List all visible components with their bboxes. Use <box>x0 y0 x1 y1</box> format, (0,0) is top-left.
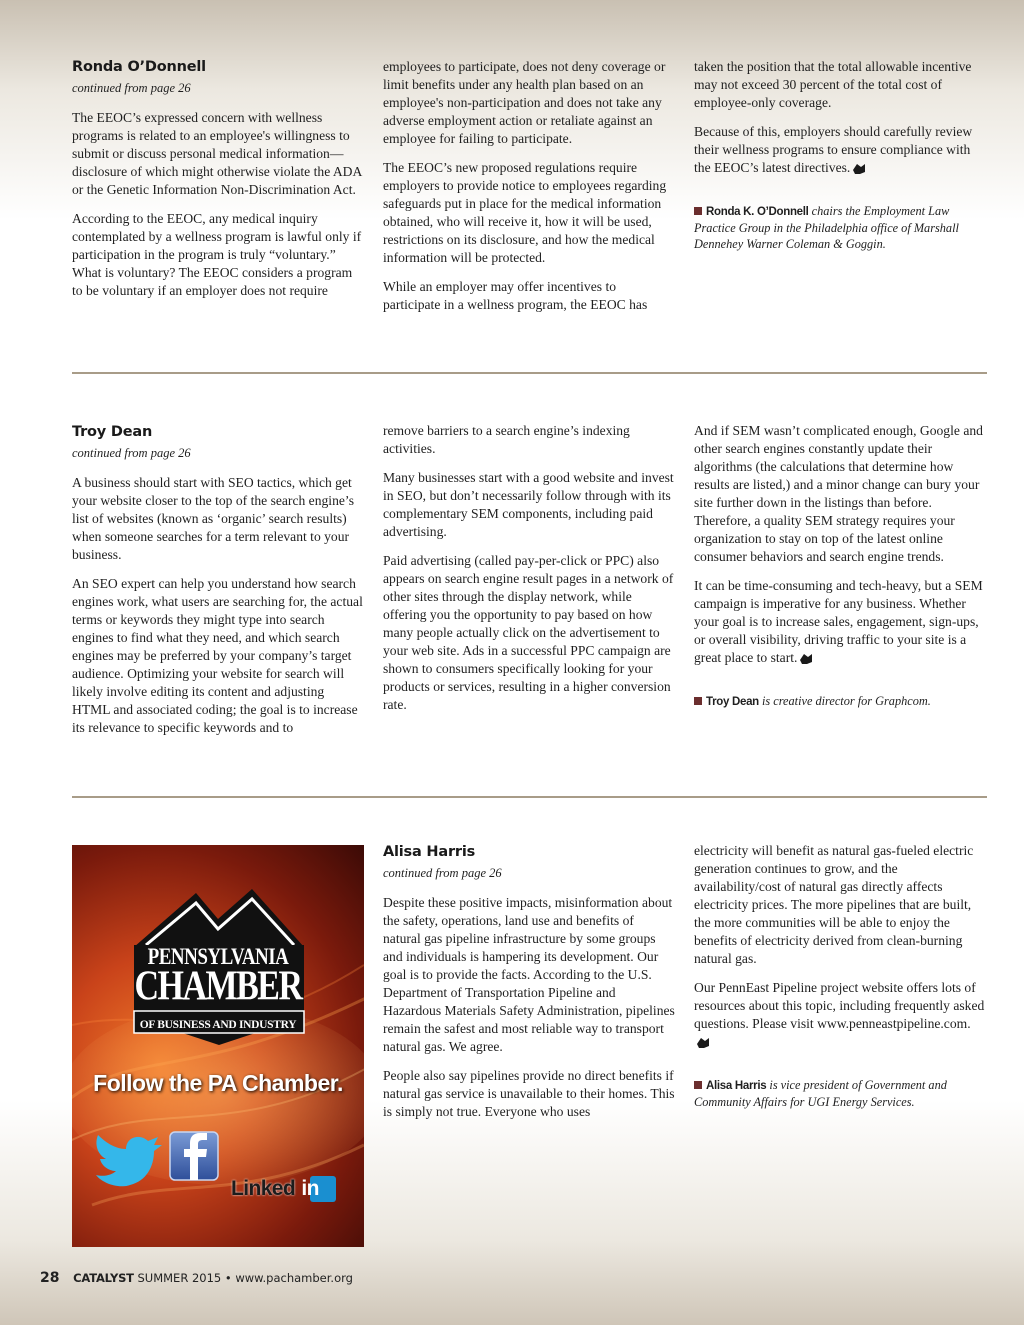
paragraph-text: Because of this, employers should carefully review their wellness programs to ensure compliance with the EEOC’s latest directives. <box>694 124 973 175</box>
paragraph: A business should start with SEO tactics, which get your website closer to the top of the search engine’s list of websites (known as ‘organic’ search results) when someone searches for a term relevant to your business. <box>72 475 354 562</box>
paragraph: remove barriers to a search engine’s indexing activities. <box>383 423 630 456</box>
dean-col-3 <box>694 422 986 710</box>
paragraph <box>694 123 986 177</box>
paragraph-text: It can be time-consuming and tech-heavy, but a SEM campaign is imperative for any business. Whether your goal is to increase sales, engagement, sign-ups, or overall visibility, driving traffic to your site is a great place to start. <box>694 578 983 665</box>
linkedin-word: Linked <box>231 1177 296 1200</box>
odonnell-col-2 <box>383 58 675 325</box>
continued-note: continued from page 26 <box>72 446 191 460</box>
pa-chamber-advertisement[interactable] <box>72 845 364 1247</box>
paragraph <box>694 979 986 1051</box>
page-footer <box>40 1270 353 1286</box>
odonnell-col-1 <box>72 58 364 311</box>
author-bio <box>694 693 986 710</box>
paragraph: electricity will benefit as natural gas-fueled electric generation continues to grow, and the availability/cost of natural gas directly affects electricity prices. The more pipelines that are built, the more communities will be able to enjoy the benefits of electricity derived from clean-burning natural gas. <box>694 843 974 966</box>
paragraph: The EEOC’s expressed concern with wellness programs is related to an employee's willingness to submit or discuss personal medical information—disclosure of which might otherwise violate the ADA or the Genetic Information Non-Discrimination Act. <box>72 110 362 197</box>
paragraph <box>694 577 986 667</box>
logo-line-2: CHAMBER <box>134 963 302 1010</box>
mountain-logo-icon <box>134 889 304 947</box>
paragraph: While an employer may offer incentives to participate in a wellness program, the EEOC has <box>383 279 648 312</box>
odonnell-col-3 <box>694 58 986 252</box>
issue-label: SUMMER 2015 <box>137 1271 222 1285</box>
logo-line-1: PENNSYLVANIA <box>147 944 289 970</box>
continued-note: continued from page 26 <box>383 866 502 880</box>
paragraph: An SEO expert can help you understand how search engines work, what users are searching for, the actual terms or keywords they might type into search engines to find what they need, and which search engines may be preferred by your company’s target audience. Optimizing your website for search will likely involve editing its content and adjusting HTML and associated coding; the goal is to increase its relevance to specific keywords and to <box>72 576 363 735</box>
end-mark-icon <box>696 1037 710 1049</box>
paragraph: employees to participate, does not deny coverage or limit benefits under any health plan based on an employee's non-participation and does not take any adverse employment action or retaliate against an employee for failing to participate. <box>383 59 666 146</box>
bio-square-icon <box>694 207 702 215</box>
dean-col-1 <box>72 423 364 748</box>
logo-line-3: OF BUSINESS AND INDUSTRY <box>139 1019 297 1031</box>
ad-tagline: Follow the PA Chamber. <box>93 1070 343 1096</box>
article-author: Troy Dean <box>72 424 153 440</box>
paragraph: The EEOC’s new proposed regulations require employers to provide notice to employees regarding safeguards put in place for the medical information obtained, who will receive it, how it will be used, restrictions on its disclosure, and how the medical information will be protected. <box>383 160 667 265</box>
paragraph: taken the position that the total allowable incentive may not exceed 30 percent of the total cost of employee-only coverage. <box>694 59 972 110</box>
paragraph: According to the EEOC, any medical inquiry contemplated by a wellness program is lawful only if participation in the program is truly “voluntary.” What is voluntary? The EEOC considers a program to be voluntary if an employer does not require <box>72 211 362 298</box>
harris-col-2 <box>383 843 675 1132</box>
paragraph: Despite these positive impacts, misinformation about the safety, operations, land use and benefits of natural gas pipeline infrastructure by some groups and individuals is hampering its development. Our goal is to provide the facts. According to the U.S. Department of Transportation Pipeline and Hazardous Materials Safety Administration, pipelines remain the safest and most reliable way to transport natural gas. We agree. <box>383 895 675 1054</box>
dean-col-2 <box>383 422 675 725</box>
section-divider <box>72 796 987 798</box>
bio-text: is creative director for Graphcom. <box>761 694 931 708</box>
bio-text: chairs the Employment Law Practice Group in the Philadelphia office of Marshall Dennehey Warner Coleman & Goggin. <box>694 204 959 251</box>
author-bio <box>694 203 986 252</box>
article-author: Alisa Harris <box>383 844 476 860</box>
chamber-logo-text <box>72 944 364 1031</box>
bio-square-icon <box>694 697 702 705</box>
bio-name: Troy Dean <box>706 696 759 708</box>
bio-text: is vice president of Government and Community Affairs for UGI Energy Services. <box>694 1078 947 1109</box>
bio-name: Alisa Harris <box>706 1080 767 1092</box>
footer-bullet: • <box>224 1271 232 1285</box>
linkedin-in: in <box>301 1177 319 1200</box>
twitter-icon <box>96 1135 162 1186</box>
section-divider <box>72 372 987 374</box>
end-mark-icon <box>799 653 813 665</box>
page-number: 28 <box>40 1270 60 1286</box>
paragraph: People also say pipelines provide no direct benefits if natural gas service is unavailable to their homes. This is simply not true. Everyone who uses <box>383 1068 675 1119</box>
end-mark-icon <box>852 163 866 175</box>
paragraph-text: Our PennEast Pipeline project website offers lots of resources about this topic, including frequently asked questions. Please visit www.penneastpipeline.com. <box>694 980 985 1031</box>
linkedin-logo[interactable] <box>231 1176 323 1202</box>
magazine-name: CATALYST <box>73 1271 134 1285</box>
bio-name: Ronda K. O’Donnell <box>706 206 809 218</box>
paragraph: Many businesses start with a good website and invest in SEO, but don’t necessarily follow through with its complementary SEM components, including paid advertising. <box>383 470 674 539</box>
author-bio <box>694 1077 986 1110</box>
website-link[interactable]: www.pachamber.org <box>235 1271 353 1285</box>
paragraph: And if SEM wasn’t complicated enough, Google and other search engines constantly update their algorithms (the calculations that determine how results are listed,) and a minor change can bury your site further down in the listings than before. Therefore, a quality SEM strategy requires your organization to stay on top of the latest online consumer behaviors and search engine trends. <box>694 423 983 564</box>
harris-col-3 <box>694 842 986 1110</box>
paragraph: Paid advertising (called pay-per-click or PPC) also appears on search engine result pages in a network of other sites through the display network, while offering you the opportunity to pay based on how many people actually click on the advertisement to your web site. Ads in a successful PPC campaign are shown to consumers specifically looking for your products or services, resulting in a higher conversion rate. <box>383 553 674 712</box>
article-author: Ronda O’Donnell <box>72 59 206 75</box>
bio-square-icon <box>694 1081 702 1089</box>
continued-note: continued from page 26 <box>72 81 191 95</box>
